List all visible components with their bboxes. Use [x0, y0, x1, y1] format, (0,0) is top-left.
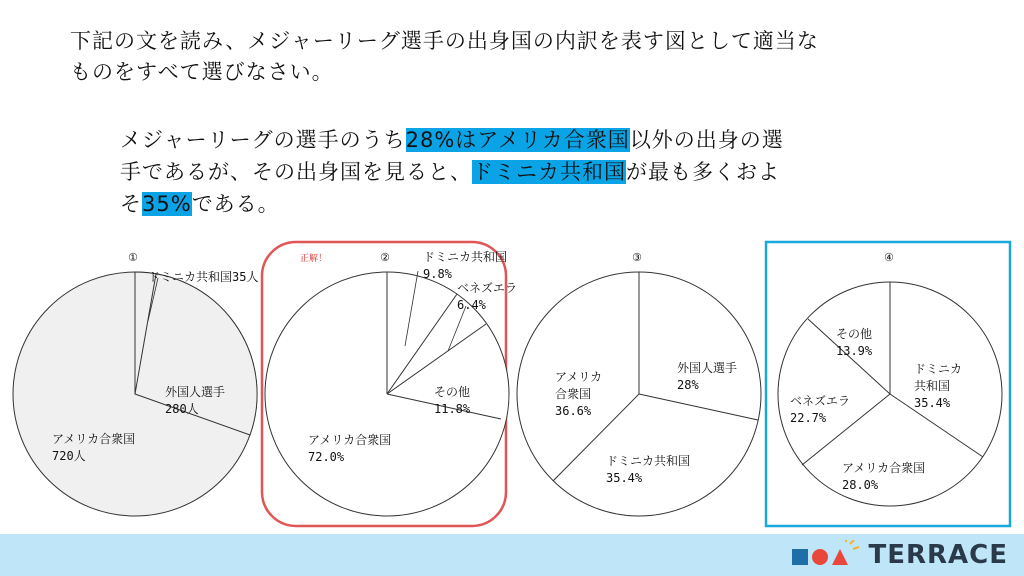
chart-number: ③ [632, 251, 642, 264]
label-other: その他 [434, 385, 471, 399]
logo-text: TERRACE [868, 540, 1008, 570]
passage-line-2 [120, 156, 920, 188]
passage-text: が最も多くおよ [626, 160, 780, 184]
passage-line-1 [120, 124, 920, 156]
pie-charts [0, 236, 1024, 536]
question-line-1: 下記の文を読み、メジャーリーグ選手の出身国の内訳を表す図として適当な [70, 29, 819, 53]
logo-shapes-icon [790, 540, 862, 570]
label-other-value: 11.8% [434, 402, 471, 416]
label-usa: アメリカ合衆国 [52, 432, 136, 446]
label-usa-value: 720人 [52, 449, 86, 463]
pie-chart-4[interactable] [778, 251, 1002, 506]
pie-chart-2[interactable] [265, 249, 517, 516]
label-other-value: 13.9% [836, 344, 873, 358]
label-usa: アメリカ合衆国 [308, 433, 392, 447]
question-line-2: ものをすべて選びなさい。 [70, 60, 334, 84]
label-dominican: ドミニカ共和国35人 [148, 270, 259, 284]
label-dominican-value: 35.4% [606, 471, 643, 485]
chart-number: ① [128, 251, 138, 264]
label-usa-value: 72.0% [308, 450, 345, 464]
label-foreign-value: 28% [677, 378, 699, 392]
label-usa: アメリカ合衆国 [842, 461, 926, 475]
passage-text: である。 [191, 192, 280, 216]
label-dominican: ドミニカ共和国 [606, 454, 691, 468]
passage [120, 124, 920, 220]
highlight-35: 35% [142, 192, 192, 216]
pie-chart-3[interactable] [517, 251, 761, 516]
label-usa: 合衆国 [555, 387, 592, 401]
correct-mark: 正解！ [300, 254, 328, 264]
chart-number: ② [380, 251, 390, 264]
terrace-logo [790, 540, 1008, 570]
passage-text: そ [120, 192, 142, 216]
highlight-dominican: ドミニカ共和国 [472, 160, 626, 184]
highlight-usa-28: 28%はアメリカ合衆国 [405, 128, 630, 152]
label-foreign-value: 280人 [165, 402, 199, 416]
label-dominican: 共和国 [914, 379, 951, 393]
label-venezuela-value: 22.7% [790, 411, 827, 425]
passage-text: 手であるが、その出身国を見ると、 [120, 160, 472, 184]
label-usa-value: 36.6% [555, 404, 592, 418]
passage-text: メジャーリーグの選手のうち [120, 128, 406, 152]
passage-line-3 [120, 188, 920, 220]
label-foreign: 外国人選手 [677, 361, 738, 375]
label-usa-value: 28.0% [842, 478, 879, 492]
label-dominican: ドミニカ共和国 [423, 250, 508, 264]
chart-number: ④ [884, 251, 894, 264]
passage-text: 以外の出身の選 [629, 128, 784, 152]
label-usa: アメリカ [555, 370, 603, 384]
label-dominican-value: 35.4% [914, 396, 951, 410]
label-venezuela: ベネズエラ [790, 394, 851, 408]
label-foreign: 外国人選手 [165, 385, 226, 399]
label-dominican-value: 9.8% [423, 267, 452, 281]
label-other: その他 [836, 327, 873, 341]
label-venezuela-value: 6.4% [457, 298, 486, 312]
label-venezuela: ベネズエラ [457, 281, 518, 295]
question-text [70, 26, 970, 88]
pie-chart-1[interactable] [13, 251, 258, 516]
label-dominican: ドミニカ [914, 362, 963, 376]
